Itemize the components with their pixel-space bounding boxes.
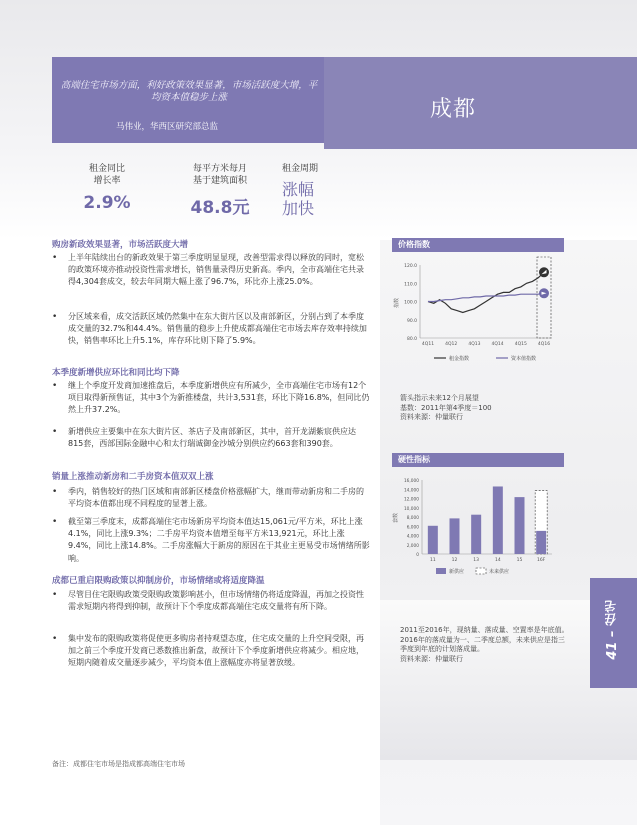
bar-new-supply [515, 497, 525, 554]
bar-new-supply [450, 518, 460, 554]
stat-value: 48.8元 [190, 198, 250, 218]
note-line: 2011至2016年，现纳量、落成量、空置率是年底值。2016年的落成量为一、二季度总额，未来供应是指三季度到年底的计划落成量。 [400, 626, 569, 653]
legend-label: 新供应 [449, 569, 465, 575]
paragraph: • 截至第三季度末，成都高端住宅市场新房平均资本值达15,061元/平方米，环比上涨4.1%，同比上涨9.3%；二手房平均资本值增至每平方米13,921元，环比上涨9.4%，同比上涨14.8%。二手房涨幅大于新房的原因在于其业主更易受市场情绪所影响。 [52, 517, 370, 563]
stat-rent-growth [62, 163, 152, 213]
x-tick-label: 4Q14 [491, 342, 504, 347]
page-subtitle: 高端住宅市场方面，利好政策效果显著，市场活跃度大增，平均资本值稳步上涨 [60, 80, 318, 103]
bar-new-supply [493, 486, 503, 554]
stat-label: 每平方米每月 基于建筑面积 [192, 164, 247, 186]
y-tick-label: 10,000 [403, 506, 419, 512]
supply-notes [400, 626, 570, 664]
note-line: 基数：2011年第4季度＝100 [400, 403, 492, 412]
section-title: 购房新政效果显著，市场活跃度大增 [52, 240, 189, 250]
note-line: 资料来源：仲量联行 [400, 654, 463, 663]
stat-label: 租金同比 增长率 [88, 164, 125, 186]
y-tick-label: 6,000 [406, 525, 419, 531]
x-tick-label: 11 [429, 558, 436, 563]
price-notes [400, 394, 492, 423]
x-tick-label: 16F [537, 558, 546, 563]
author-line: 马伟业，华西区研究部总监 [115, 122, 218, 132]
y-tick-label: 8,000 [406, 516, 419, 521]
bar-new-supply [471, 515, 481, 554]
city-title: 成都 [430, 97, 477, 122]
x-tick-label: 12 [451, 558, 458, 563]
paragraph: • 尽管目住宅限购政策受限购政策影响甚小，但市场情绪仍将适度降温，再加之投资性需求短期内将得到抑制，故预计下个季度成都高端住宅成交量将有所下降。 [52, 590, 364, 612]
supply-chart [392, 472, 564, 580]
x-tick-label: 4Q15 [514, 342, 527, 347]
x-tick-label: 4Q12 [445, 342, 458, 347]
y-tick-label: 4,000 [406, 534, 419, 540]
paragraph: • 新增供应主要集中在东大街片区、茶店子及南部新区，其中，首开龙湖紫宸供应达815套，西部国际金融中心和太行瑞诚御金沙城分别供应约663套和390套。 [52, 427, 356, 449]
stat-value: 2.9% [83, 193, 131, 213]
x-tick-label: 4Q16 [537, 342, 551, 347]
x-tick-label: 14 [494, 558, 501, 563]
paragraph: • 继上个季度开发商加速推盘后，本季度新增供应有所减少，全市高端住宅市场有12个项目取得新预售证，其中3个为新推楼盘，共计3,531套，环比下降16.8%，但同比仍然上升37.2%。 [52, 381, 370, 415]
footnote: 备注：成都住宅市场是指成都高端住宅市场 [52, 760, 185, 768]
y-tick-label: 2,000 [406, 543, 419, 549]
page-number: 41 – 住宅 [605, 600, 620, 660]
legend-label: 租金指数 [449, 356, 470, 362]
y-tick-label: 14,000 [403, 488, 419, 494]
x-tick-label: 4Q11 [421, 342, 435, 347]
paragraph: • 季内，销售较好的热门区域和南部新区楼盘价格涨幅扩大，继而带动新房和二手房的平均资本值都出现不同程度的显著上涨。 [52, 487, 364, 509]
y-tick-label: 110.0 [404, 282, 417, 288]
y-tick-label: 80.0 [406, 337, 417, 342]
y-axis-label: 套数 [393, 512, 399, 524]
y-tick-label: 16,000 [403, 479, 419, 484]
legend-label: 资本值指数 [511, 356, 537, 362]
supply-title: 硬性指标 [392, 453, 564, 467]
paragraph: • 分区域来看，成交活跃区域仍然集中在东大街片区以及南部新区，分别占到了本季度成交量的32.7%和44.4%。销售量的稳步上升使成都高端住宅市场去库存效率持续加快，销售率环比上升5.1%，库存环比则下降了5.9%。 [52, 312, 367, 346]
y-tick-label: 120.0 [404, 264, 417, 269]
note-line: 资料来源：仲量联行 [400, 413, 463, 421]
section-title: 销量上涨推动新房和二手房资本值双双上涨 [52, 472, 214, 482]
price-index-title: 价格指数 [392, 238, 564, 252]
bar-new-supply [428, 526, 438, 554]
section-title: 成都已重启限购政策以抑制房价，市场情绪或将适度降温 [52, 576, 265, 586]
y-tick-label: 90.0 [406, 318, 417, 324]
y-axis-label: 指数 [394, 297, 400, 309]
paragraph: • 集中发布的限购政策将促使更多购房者持观望态度，住宅成交量的上升空间受限，再加之前三个季度开发商已悉数推出新盘，故预计下个季度新增供应将减少。相应地，短期内随着成交量逐步减少，平均资本值上涨幅度亦将显著放缓。 [52, 634, 364, 668]
paragraph: • 上半年陆续出台的新政效果于第三季度明显显现，改善型需求得以释放的同时，宽松的政策环境亦推动投资性需求增长，销售量录得历史新高。季内，全市高端住宅共录得4,304套成交，较去年同期大幅上涨了96.7%，环比亦上涨25.0%。 [52, 253, 364, 287]
legend-label: 未来供应 [489, 569, 510, 575]
y-tick-label: 100.0 [404, 300, 417, 306]
x-tick-label: 15 [516, 558, 523, 563]
series-line-1 [428, 272, 544, 312]
legend-swatch [436, 568, 446, 574]
legend-swatch [476, 568, 486, 574]
x-tick-label: 4Q13 [468, 342, 481, 347]
bar-new-supply [536, 531, 546, 554]
stat-rent-level [165, 163, 275, 218]
stat-value: 涨幅 加快 [282, 180, 315, 218]
y-tick-label: 0 [416, 553, 419, 558]
price-index-chart [392, 255, 564, 367]
x-tick-label: 13 [473, 558, 480, 563]
y-tick-label: 12,000 [403, 497, 419, 503]
series-line-2 [428, 293, 544, 301]
city-box [324, 57, 637, 149]
note-line: 箭头指示未来12个月展望 [400, 394, 479, 402]
stat-rent-cycle [282, 163, 352, 218]
stat-label: 租金周期 [282, 164, 319, 174]
section-title: 本季度新增供应环比和同比均下降 [52, 368, 180, 378]
